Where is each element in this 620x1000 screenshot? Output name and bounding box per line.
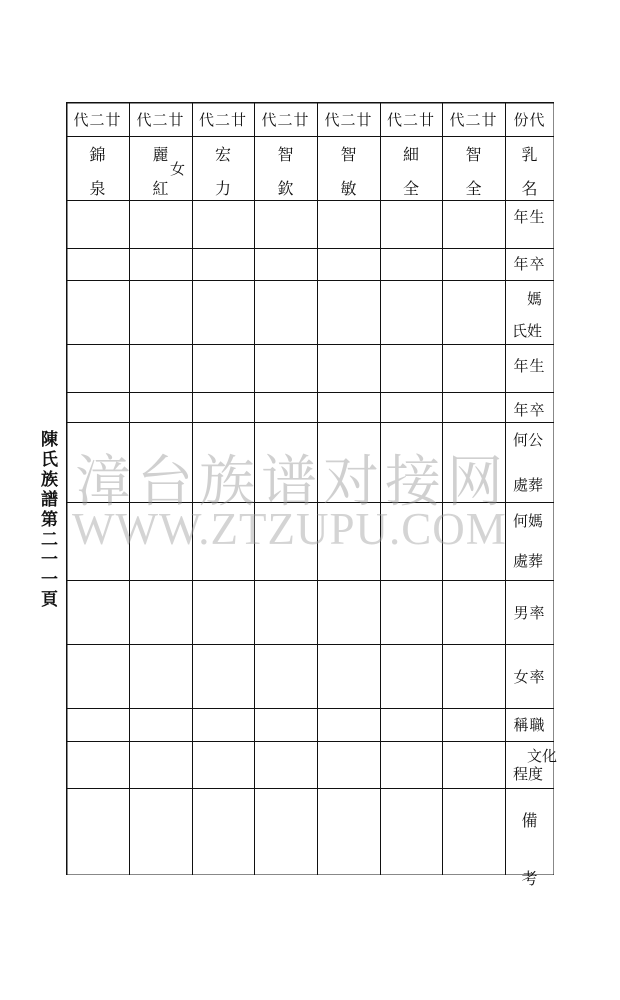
name-char: 泉 (89, 179, 106, 198)
member-name-1 (66, 138, 129, 206)
row-label-spouse-top: 媽 (527, 290, 543, 308)
row-label-sons: 男率 (513, 603, 546, 622)
name-char: 紅 (152, 179, 169, 198)
generation-header-1: 代二廿 (73, 110, 122, 129)
member-name-4 (254, 138, 317, 206)
row-label-burial-bottom: 處葬 (513, 476, 544, 494)
member-name-5 (317, 138, 380, 206)
generation-header-6: 代二廿 (386, 110, 435, 129)
watermark-chinese: 漳台族谱对接网 (75, 450, 509, 515)
name-char: 智 (277, 145, 294, 164)
name-char: 錦 (89, 145, 106, 164)
row-label-death: 年卒 (513, 254, 546, 273)
generation-header-7: 代二廿 (449, 110, 498, 129)
row-label-notes (505, 792, 554, 908)
female-tag: 女 (170, 160, 186, 178)
page-title: 陳氏族譜第二一一頁 (37, 430, 57, 610)
row-label-daughters: 女率 (513, 667, 546, 686)
row-label-spouse-bottom: 氏姓 (512, 322, 543, 340)
row-label-education-top: 文化 (527, 747, 558, 765)
row-label-birth: 年生 (513, 207, 546, 226)
member-name-6 (380, 138, 442, 206)
generation-header-2: 代二廿 (136, 110, 185, 129)
corner-label: 份代 (513, 110, 546, 129)
name-char: 欽 (277, 179, 294, 198)
name-char: 細 (402, 145, 419, 164)
generation-header-3: 代二廿 (198, 110, 247, 129)
row-label-spouse-burial-bottom: 處葬 (513, 552, 544, 570)
name-char: 力 (214, 179, 231, 198)
row-label-char: 乳 (521, 145, 538, 164)
name-char: 全 (402, 179, 419, 198)
name-char: 智 (340, 145, 357, 164)
row-label-job-title: 稱職 (513, 716, 546, 734)
row-label-spouse-death: 年卒 (513, 400, 546, 419)
row-label-char: 名 (521, 179, 538, 198)
generation-header-4: 代二廿 (261, 110, 310, 129)
name-char: 全 (465, 179, 482, 198)
row-label-education-bottom: 程度 (513, 765, 544, 783)
row-label-char: 備 (521, 811, 538, 830)
row-label-spouse-burial-top: 何媽 (513, 512, 544, 530)
name-char: 麗 (152, 145, 169, 164)
member-name-7 (442, 138, 505, 206)
generation-header-5: 代二廿 (324, 110, 373, 129)
name-char: 敏 (340, 179, 357, 198)
row-label-burial-top: 何公 (513, 431, 544, 449)
row-label-char: 考 (521, 869, 538, 888)
watermark-url: WWW.ZTZUPU.COM (72, 504, 507, 554)
member-name-3 (192, 138, 254, 206)
row-label-spouse-birth: 年生 (513, 356, 546, 375)
name-char: 智 (465, 145, 482, 164)
name-char: 宏 (214, 145, 231, 164)
